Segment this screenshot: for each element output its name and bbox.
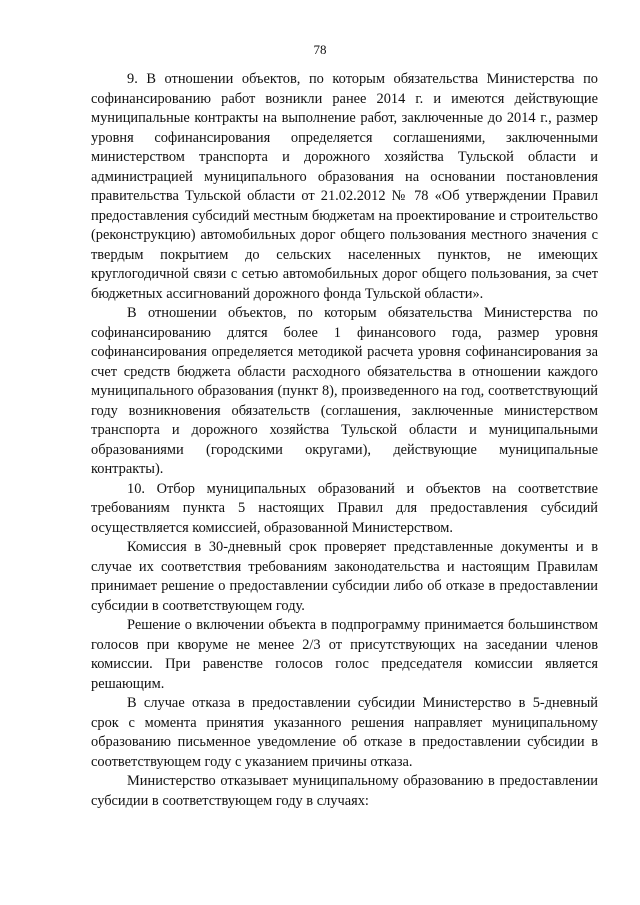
paragraph-decision-quorum: Решение о включении объекта в подпрограмму принимается большинством голосов при кворуме не менее 2/3 от присутствующих на заседании членов комиссии. При равенстве голосов голос председателя комиссии является решающим.	[91, 617, 598, 692]
paragraph-cofinancing-multi-year: В отношении объектов, по которым обязательства Министерства по софинансированию длятся более 1 финансового года, размер уровня софинансирования определяется методикой расчета уровня софинансирования за счет средств бюджета области расходного обязательства в отношении каждого муниципального образования (пункт 8), произведенного на год, соответствующий году возникновения обязательств (соглашения, заключенные министерством транспорта и дорожного хозяйства Тульской области и муниципальными образованиями (городскими округами), действующие муниципальные контракты).	[91, 305, 598, 477]
paragraph-refusal-notice: В случае отказа в предоставлении субсидии Министерство в 5-дневный срок с момента принятия указанного решения направляет муниципальному образованию письменное уведомление об отказе в предоставлении субсидии в соответствующем году с указанием причины отказа.	[91, 695, 598, 770]
document-body	[91, 70, 598, 811]
paragraph-item-9: 9. В отношении объектов, по которым обязательства Министерства по софинансированию работ возникли ранее 2014 г. и имеются действующие муниципальные контракты на выполнение работ, заключенные до 2014 г., размер уровня софинансирования определяется соглашениями, заключенными министерством транспорта и дорожного хозяйства Тульской области и администрацией муниципального образования на основании постановления правительства Тульской области от 21.02.2012 № 78 «Об утверждении Правил предоставления субсидий местным бюджетам на проектирование и строительство (реконструкцию) автомобильных дорог общего пользования местного значения с твердым покрытием до сельских населенных пунктов, не имеющих круглогодичной связи с сетью автомобильных дорог общего пользования, за счет бюджетных ассигнований дорожного фонда Тульской области».	[91, 71, 598, 302]
paragraph-commission-review: Комиссия в 30-дневный срок проверяет представленные документы и в случае их соответствия требованиям законодательства и настоящим Правилам принимает решение о предоставлении субсидии либо об отказе в предоставлении субсидии в соответствующем году.	[91, 539, 598, 614]
paragraph-item-10: 10. Отбор муниципальных образований и объектов на соответствие требованиям пункта 5 настоящих Правил для предоставления субсидий осуществляется комиссией, образованной Министерством.	[91, 480, 598, 536]
paragraph-refusal-cases: Министерство отказывает муниципальному образованию в предоставлении субсидии в соответствующем году в случаях:	[91, 773, 598, 809]
page-number: 78	[313, 42, 327, 57]
